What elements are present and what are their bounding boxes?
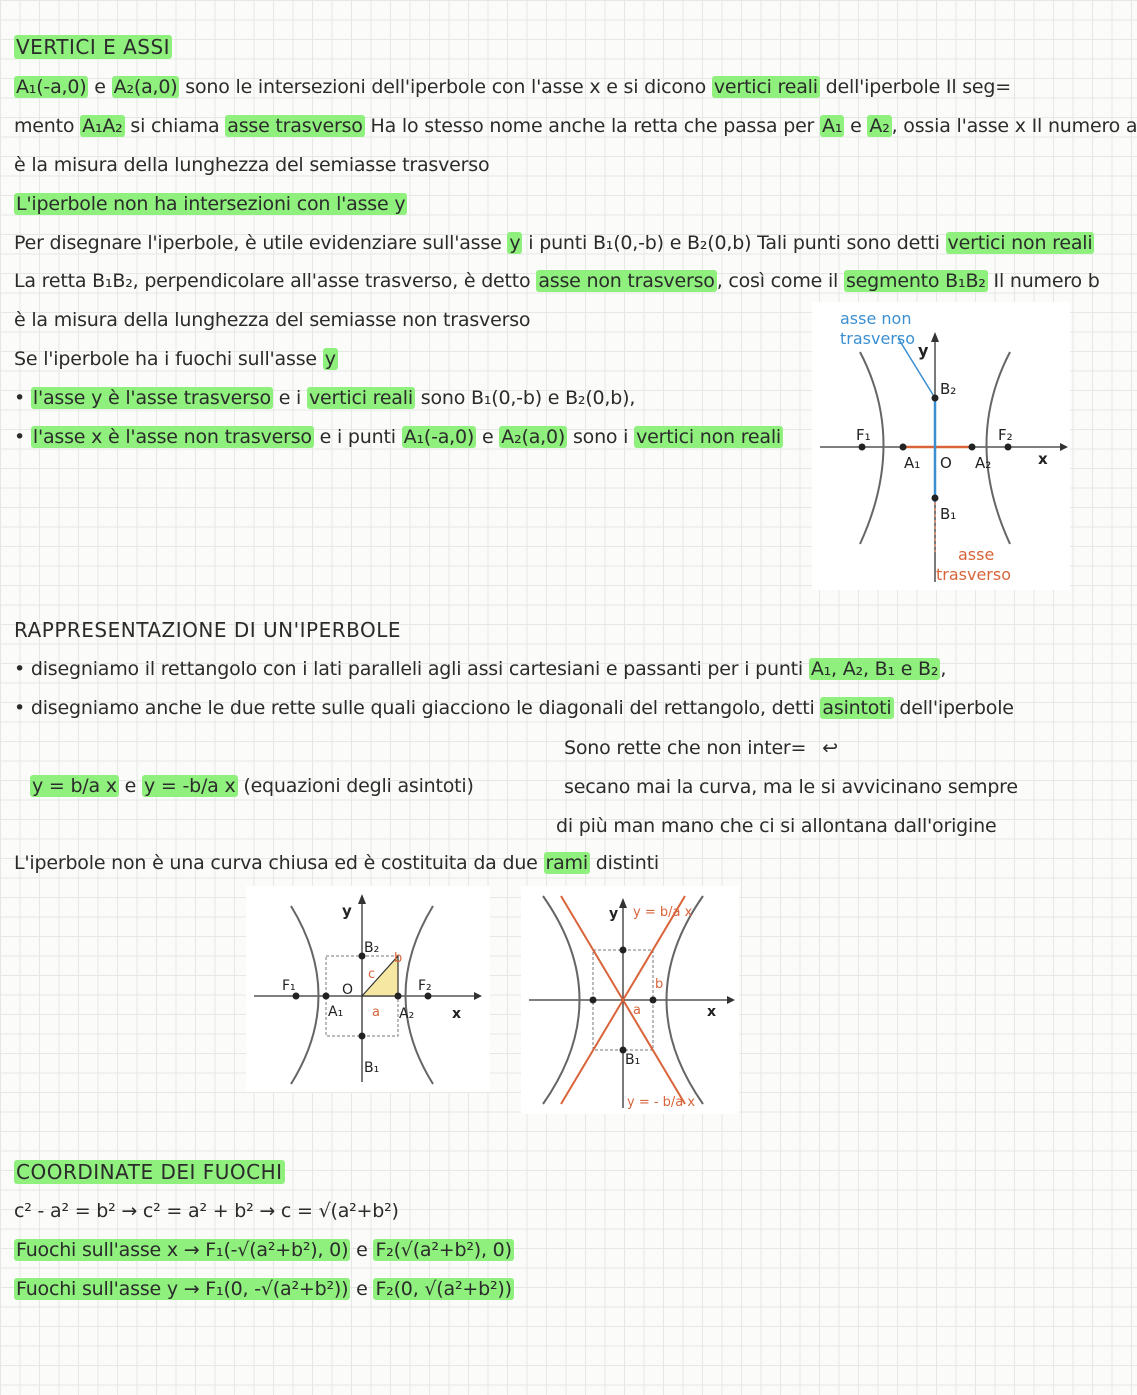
point-a1 — [323, 993, 330, 1000]
point-b1 — [359, 1033, 366, 1040]
text: disegniamo il rettangolo con i lati paralleli agli assi cartesiani e passanti per i punti — [30, 658, 809, 680]
bullet-icon: • — [14, 658, 31, 680]
highlight: asse non trasverso — [538, 270, 715, 292]
text: distinti — [589, 852, 659, 874]
highlight: asse trasverso — [227, 115, 363, 137]
text: disegniamo anche le due rette sulle quali giacciono le diagonali del rettangolo, detti — [30, 697, 821, 719]
label-b1: B₁ — [940, 505, 957, 523]
text: e — [844, 115, 868, 137]
label-f2: F₂ — [998, 426, 1013, 444]
highlight: segmento B₁B₂ — [845, 270, 986, 292]
label-x: x — [1038, 450, 1048, 468]
highlight: A₁ — [822, 115, 843, 137]
y-axis-arrow — [931, 332, 939, 342]
point-b2 — [932, 395, 939, 402]
y-axis-arrow — [619, 898, 627, 908]
text-line — [14, 191, 407, 217]
label-a1: A₁ — [328, 1004, 344, 1020]
highlight: A₂(a,0) — [501, 426, 566, 448]
equations-line — [30, 773, 474, 799]
label-trasverso-2: trasverso — [936, 565, 1012, 584]
label-a1: A₁ — [904, 454, 921, 472]
text: e — [118, 775, 143, 797]
label-a2: A₂ — [399, 1006, 415, 1022]
x-axis-arrow — [474, 992, 482, 1000]
bullet-icon: • — [14, 387, 31, 409]
highlight: vertici non reali — [636, 426, 781, 448]
point-b1 — [932, 495, 939, 502]
text: Ha lo stesso nome anche la retta che passa per — [364, 115, 821, 137]
bullet-line — [14, 385, 635, 411]
hyperbola-rectangle-figure — [246, 886, 490, 1092]
highlight: l'asse x è l'asse non trasverso — [32, 426, 312, 448]
text-line — [14, 230, 1094, 256]
point-a1 — [590, 997, 597, 1004]
text-line — [14, 268, 1100, 294]
text: è la misura della lunghezza del semiasse non trasverso — [14, 309, 531, 331]
text: mento — [14, 115, 81, 137]
highlight: Fuochi sull'asse x → F₁(-√(a²+b²), 0) — [16, 1239, 349, 1261]
text: Per disegnare l'iperbole, è utile evidenziare sull'asse — [14, 232, 508, 254]
x-axis-arrow — [727, 996, 735, 1004]
point-f1 — [859, 444, 866, 451]
highlight: A₂(a,0) — [113, 76, 178, 98]
highlight: y — [324, 348, 336, 370]
point-a2 — [969, 444, 976, 451]
x-axis-arrow — [1060, 443, 1068, 451]
label-c: c — [368, 967, 376, 982]
text: dell'iperbole — [893, 697, 1014, 719]
hyperbola-axes-figure — [812, 302, 1070, 590]
highlight: A₁, A₂, B₁ e B₂ — [810, 658, 939, 680]
text: L'iperbole non è una curva chiusa ed è costituita da due — [14, 852, 544, 874]
label-trasverso: trasverso — [840, 329, 916, 348]
highlight: l'asse y è l'asse trasverso — [32, 387, 271, 409]
text: dell'iperbole Il seg= — [819, 76, 1012, 98]
label-o: O — [940, 454, 952, 472]
curved-arrow-icon: ↩ — [822, 737, 838, 759]
highlight: asintoti — [822, 697, 892, 719]
label-f2: F₂ — [418, 978, 432, 994]
highlight: A₂ — [869, 115, 890, 137]
text: sono le intersezioni dell'iperbole con l'asse x e si dicono — [179, 76, 712, 98]
y-axis-arrow — [358, 894, 366, 904]
point-b2 — [620, 947, 627, 954]
text: e — [350, 1278, 374, 1300]
text: i punti B₁(0,-b) e B₂(0,b) Tali punti sono detti — [522, 232, 946, 254]
label-x: x — [452, 1006, 462, 1022]
label-b1: B₁ — [625, 1052, 641, 1068]
highlight: vertici non reali — [947, 232, 1093, 254]
focus-formula: c² - a² = b² → c² = a² + b² → c = √(a²+b²) — [14, 1200, 399, 1222]
label-f1: F₁ — [282, 978, 296, 994]
text: Sono rette che non inter= — [564, 737, 807, 759]
point-a1 — [900, 444, 907, 451]
highlight: y — [509, 232, 521, 254]
text: e i — [272, 387, 307, 409]
highlight: F₂(0, √(a²+b²)) — [375, 1278, 512, 1300]
label-asymptote-top: y = b/a x — [633, 905, 693, 920]
text: di più man mano che ci si allontana dall'origine — [556, 815, 997, 837]
label-a: a — [633, 1003, 641, 1018]
hyperbola-asymptotes-figure — [521, 886, 739, 1114]
label-asymptote-bottom: y = - b/a x — [627, 1095, 696, 1110]
highlight: Fuochi sull'asse y → F₁(0, -√(a²+b²)) — [16, 1278, 349, 1300]
title-text: VERTICI E ASSI — [16, 35, 171, 59]
label-b: b — [394, 951, 403, 966]
label-asse: asse — [958, 545, 995, 564]
text: sono i — [567, 426, 635, 448]
text-line — [14, 152, 489, 178]
formula-line — [14, 1198, 399, 1224]
highlight: rami — [545, 852, 588, 874]
point-a2 — [650, 997, 657, 1004]
note-line — [564, 774, 1018, 800]
text: e i punti — [313, 426, 402, 448]
text-line — [14, 307, 530, 333]
bullet-icon: • — [14, 697, 31, 719]
text: , così come il — [716, 270, 844, 292]
highlight: vertici reali — [308, 387, 413, 409]
label-a2: A₂ — [975, 454, 992, 472]
label-y: y — [918, 341, 929, 360]
label-b1: B₁ — [364, 1060, 380, 1076]
text: Il numero b — [987, 270, 1100, 292]
label-y: y — [342, 902, 352, 920]
label-b: b — [655, 977, 664, 992]
label-o: O — [342, 982, 354, 998]
text-line — [14, 346, 338, 372]
highlight: vertici reali — [713, 76, 818, 98]
text: Se l'iperbole ha i fuochi sull'asse — [14, 348, 323, 370]
text: e — [476, 426, 500, 448]
bullet-line — [14, 695, 1014, 721]
text: (equazioni degli asintoti) — [237, 775, 474, 797]
bullet-icon: • — [14, 426, 31, 448]
text: e — [88, 76, 112, 98]
note-line — [564, 735, 838, 761]
equation-asymptote-2: y = -b/a x — [144, 775, 236, 797]
point-a2 — [395, 993, 402, 1000]
highlight: A₁A₂ — [82, 115, 123, 137]
text-line — [14, 113, 1137, 139]
label-b2: B₂ — [364, 940, 380, 956]
text: si chiama — [124, 115, 226, 137]
section-title-rappresentazione — [14, 617, 401, 643]
text: e — [350, 1239, 374, 1261]
text: sono B₁(0,-b) e B₂(0,b), — [414, 387, 636, 409]
highlight: L'iperbole non ha intersezioni con l'asse y — [16, 193, 406, 215]
label-y: y — [609, 906, 619, 922]
text: è la misura della lunghezza del semiasse trasverso — [14, 154, 490, 176]
title-text: COORDINATE DEI FUOCHI — [16, 1160, 283, 1184]
bullet-line — [14, 424, 783, 450]
label-a: a — [372, 1005, 380, 1020]
label-f1: F₁ — [856, 426, 871, 444]
highlight: A₁(-a,0) — [16, 76, 87, 98]
label-asse-non: asse non — [840, 309, 912, 328]
highlight: A₁(-a,0) — [403, 426, 475, 448]
highlight: F₂(√(a²+b²), 0) — [375, 1239, 512, 1261]
text-line — [14, 74, 1011, 100]
text: La retta B₁B₂, perpendicolare all'asse trasverso, è detto — [14, 270, 537, 292]
text-line — [14, 1237, 514, 1263]
bullet-line — [14, 656, 946, 682]
text: secano mai la curva, ma le si avvicinano sempre — [564, 776, 1018, 798]
label-x: x — [707, 1004, 717, 1020]
equation-asymptote-1: y = b/a x — [32, 775, 117, 797]
point-f2 — [1005, 444, 1012, 451]
section-title-vertici — [14, 34, 172, 60]
section-title-fuochi — [14, 1159, 285, 1185]
title-text: RAPPRESENTAZIONE DI UN'IPERBOLE — [14, 618, 401, 642]
text-line — [14, 850, 659, 876]
note-line — [556, 813, 996, 839]
label-b2: B₂ — [940, 380, 957, 398]
text: , — [940, 658, 947, 680]
text-line — [14, 1276, 514, 1302]
text: , ossia l'asse x Il numero a — [891, 115, 1137, 137]
